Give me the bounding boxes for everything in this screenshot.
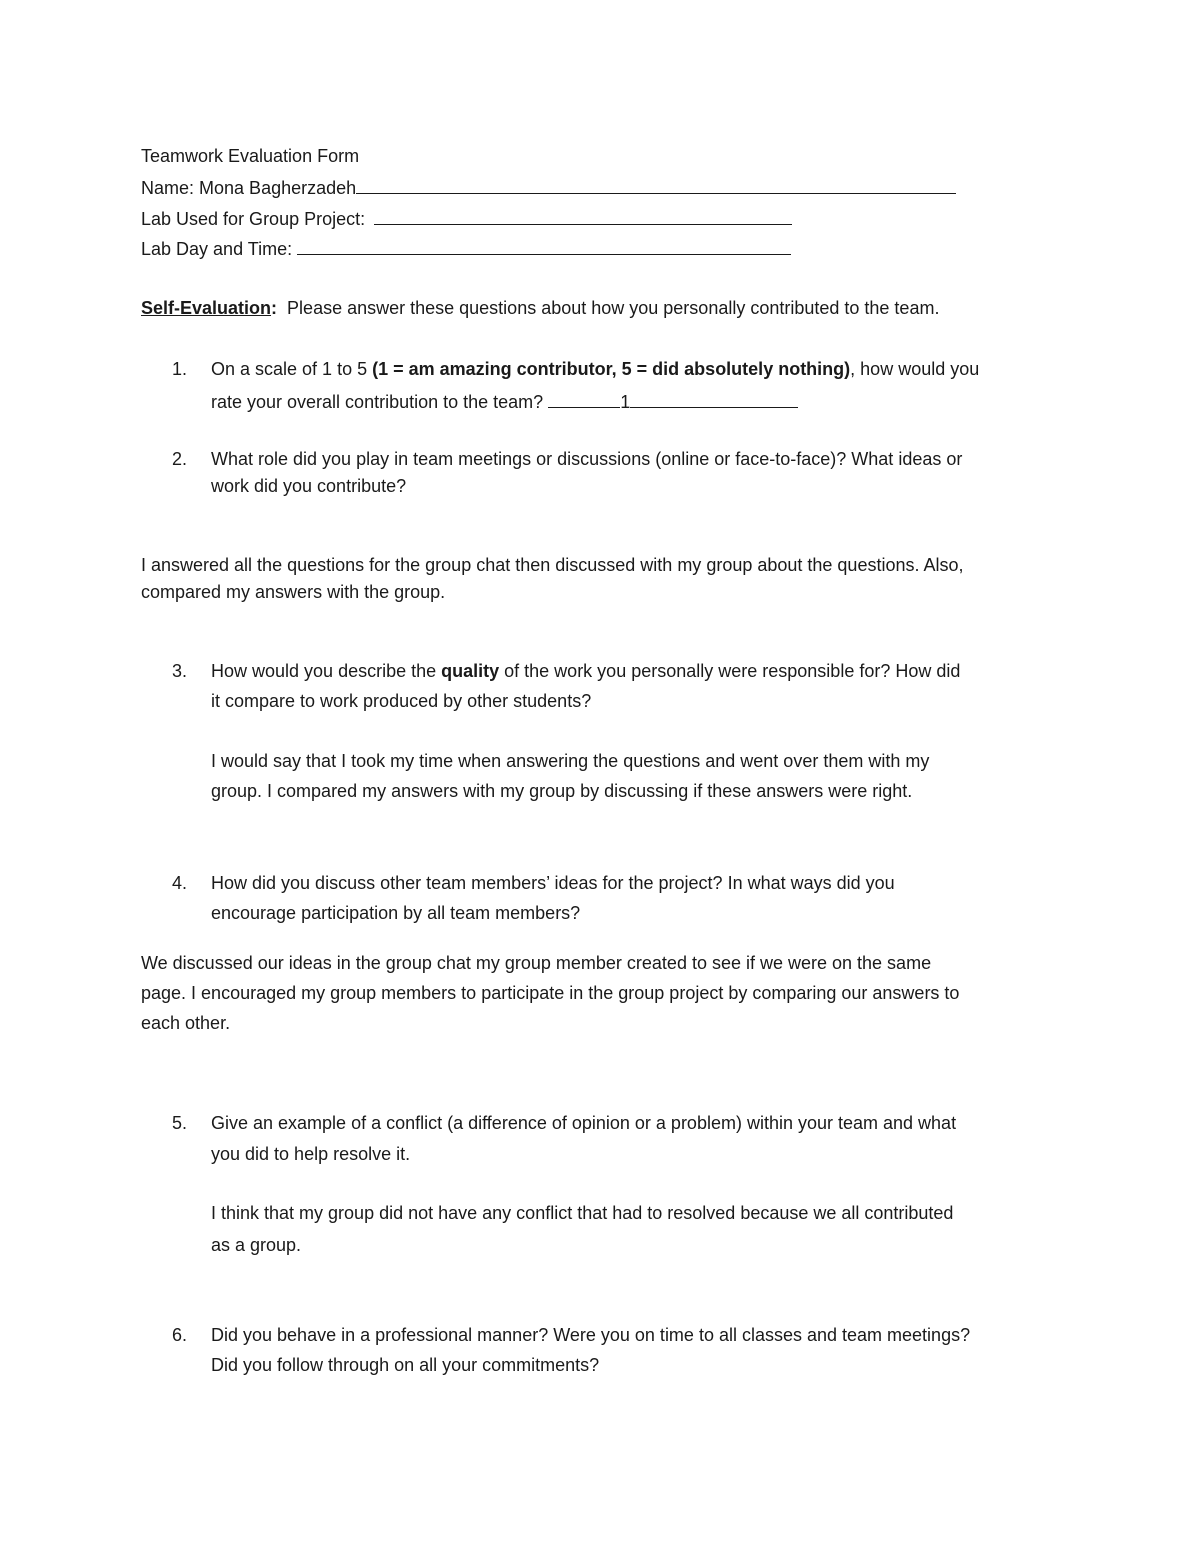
question-number: 3. xyxy=(172,661,188,681)
name-blank[interactable] xyxy=(356,175,956,194)
answer-5-line-2: as a group. xyxy=(211,1235,302,1255)
question-number: 5. xyxy=(172,1113,188,1133)
question-1-line-2: rate your overall contribution to the team? 1 xyxy=(211,389,798,413)
question-4-line-2: encourage participation by all team members? xyxy=(211,903,581,923)
question-6-line-1: Did you behave in a professional manner? Were you on time to all classes and team meetings? xyxy=(211,1325,971,1345)
lab-project-label: Lab Used for Group Project: xyxy=(141,209,366,229)
question-number: 4. xyxy=(172,873,188,893)
question-2-line-2: work did you contribute? xyxy=(211,476,407,496)
question-number: 2. xyxy=(172,449,188,469)
self-eval-intro-line: Self-Evaluation: Please answer these questions about how you personally contributed to the team. xyxy=(141,298,940,318)
lab-day-blank[interactable] xyxy=(297,236,791,255)
name-value: Mona Bagherzadeh xyxy=(199,178,357,198)
question-5-line-1: Give an example of a conflict (a difference of opinion or a problem) within your team and what xyxy=(211,1113,957,1133)
question-5-line-2: you did to help resolve it. xyxy=(211,1144,411,1164)
answer-2-line-2: compared my answers with the group. xyxy=(141,582,446,602)
name-line xyxy=(141,175,956,199)
lab-day-line xyxy=(141,236,791,260)
rating-answer[interactable]: 1 xyxy=(620,392,631,412)
answer-2-line-1: I answered all the questions for the group chat then discussed with my group about the questions. Also, xyxy=(141,555,964,575)
answer-5-line-1: I think that my group did not have any conflict that had to resolved because we all contributed xyxy=(211,1203,954,1223)
question-3-line-2: it compare to work produced by other students? xyxy=(211,691,592,711)
answer-3-line-2: group. I compared my answers with my group by discussing if these answers were right. xyxy=(211,781,913,801)
question-number: 1. xyxy=(172,359,188,379)
lab-project-blank[interactable] xyxy=(374,206,792,225)
name-label: Name: xyxy=(141,178,195,198)
self-eval-heading: Self-Evaluation xyxy=(141,298,272,318)
self-eval-intro: Please answer these questions about how you personally contributed to the team. xyxy=(287,298,940,318)
answer-4-line-1: We discussed our ideas in the group chat my group member created to see if we were on the same xyxy=(141,953,932,973)
lab-day-label: Lab Day and Time: xyxy=(141,239,293,259)
question-1-line-1: On a scale of 1 to 5 (1 = am amazing contributor, 5 = did absolutely nothing), how would you xyxy=(211,359,980,379)
question-4-line-1: How did you discuss other team members’ ideas for the project? In what ways did you xyxy=(211,873,895,893)
answer-4-line-2: page. I encouraged my group members to participate in the group project by comparing our answers to xyxy=(141,983,960,1003)
form-title: Teamwork Evaluation Form xyxy=(141,146,360,166)
lab-project-line xyxy=(141,206,792,230)
question-6-line-2: Did you follow through on all your commitments? xyxy=(211,1355,600,1375)
answer-4-line-3: each other. xyxy=(141,1013,231,1033)
answer-3-line-1: I would say that I took my time when answering the questions and went over them with my xyxy=(211,751,930,771)
question-2-line-1: What role did you play in team meetings or discussions (online or face-to-face)? What ideas or xyxy=(211,449,963,469)
question-3-line-1: How would you describe the quality of the work you personally were responsible for? How did xyxy=(211,661,961,681)
question-number: 6. xyxy=(172,1325,188,1345)
